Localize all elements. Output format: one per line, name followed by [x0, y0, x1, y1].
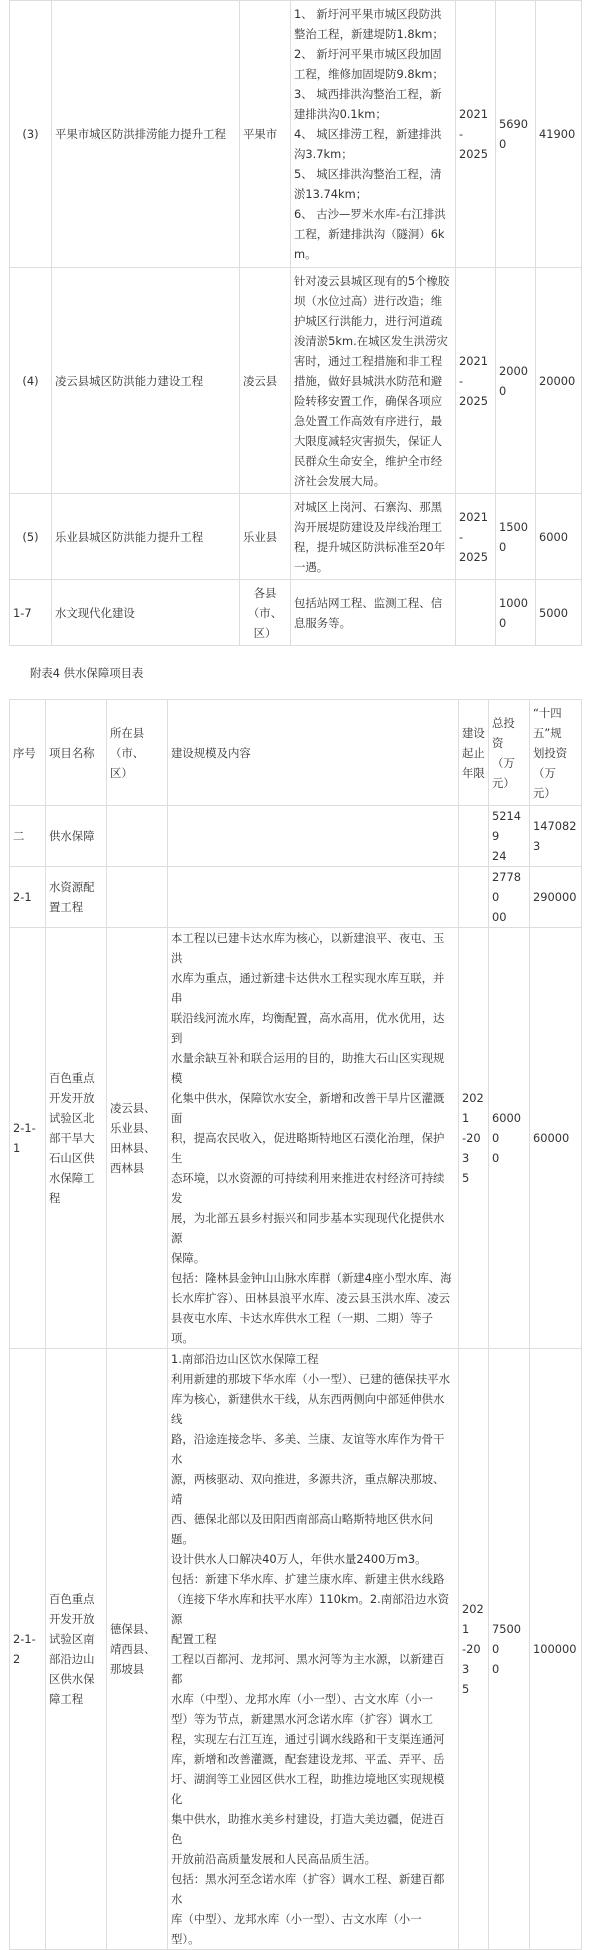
plan-investment: 100000 — [530, 1349, 582, 1950]
row-number: 2-1 — [10, 867, 46, 928]
row-number: (4) — [10, 268, 52, 494]
header-total: 总投资 （万 元） — [489, 700, 530, 806]
project-content: 本工程以已建卡达水库为核心，以新建浪平、夜屯、玉洪 水库为重点，通过新建卡达供水工程实现水库互联，并串 联沿线河流水库，均衡配置，高水高用，优水优用，达到 水量余缺互补和联合运用的目的，助推大石山区实现规模 化集中供水，保障饮水安全，新增和改善干旱片区灌溉面 积，提高农民收入，促进略斯特地区石漠化治理，保护生 态环境，以水资源的可持续利用来推进农村经济可持续发 展，为北部五县乡村振兴和同步基本实现现代化提供水源 保障。 包括：隆林县金钟山山脉水库群（新建4座小型水库、海 长水库扩容）、田林县浪平水库、凌云县玉洪水库、凌云 县夜屯水库、卡达水库供水工程（一期、二期）等子项。 — [168, 928, 459, 1349]
total-investment: 10000 — [496, 580, 536, 646]
table-row — [10, 928, 582, 1349]
project-period — [456, 580, 496, 646]
project-content: 1.南部沿边山区饮水保障工程 利用新建的那坡下华水库（小一型）、已建的德保扶平水 库为核心，新建供水干线，从东西两侧向中部延伸供水线 路，沿途连接念毕、多美、兰康、友谊等水库作为骨干水 源，两核驱动、双向推进，多源共济，重点解决那坡、靖 西、德保北部以及田阳西南部高山略斯特地区供水问题。 设计供水人口解决40万人，年供水量2400万m3。 包括：新建下华水库、扩建兰康水库、新建主供水线路 （连接下华水库和扶平水库）110km。2.南部沿边水资源 配置工程 工程以百都河、龙邦河、黑水河等为主水源，以新建百都 水库（中型）、龙邦水库（小一型）、古文水库（小一 型）等为节点，新建黑水河念诺水库（扩容）调水工 程，实现左右江互连，通过引调水线路和干支渠连通河 库，新增和改善灌溉，配套建设龙邦、平孟、弄平、岳 圩、湖润等工业园区供水工程，助推边境地区实现规模化 集中供水，助推水美乡村建设，打造大美边疆，促进百色 开放前沿高质量发展和人民高品质生活。 包括：黑水河至念诺水库（扩容）调水工程、新建百都水 库（中型）、龙邦水库（小一型）、古文水库（小一 型）。 — [168, 1349, 459, 1950]
header-period: 建设 起止 年限 — [459, 700, 489, 806]
project-period: 2021- 2025 — [456, 1, 496, 268]
row-number: 2-1- 2 — [10, 1349, 46, 1950]
plan-investment: 41900 — [536, 1, 582, 268]
project-location: 乐业县 — [240, 494, 291, 580]
table-row — [10, 494, 582, 580]
header-content: 建设规模及内容 — [168, 700, 459, 806]
header-number: 序号 — [10, 700, 46, 806]
total-investment: 20000 — [496, 268, 536, 494]
plan-investment: 290000 — [530, 867, 582, 928]
project-name: 供水保障 — [46, 806, 107, 867]
project-period: 2021- 2025 — [456, 268, 496, 494]
row-number: 二 — [10, 806, 46, 867]
project-period — [459, 867, 489, 928]
project-content: 包括站网工程、监测工程、信 息服务等。 — [291, 580, 456, 646]
table-header-row — [10, 700, 582, 806]
total-investment: 56900 — [496, 1, 536, 268]
project-name: 平果市城区防洪排涝能力提升工程 — [52, 1, 240, 268]
project-period — [459, 806, 489, 867]
total-investment: 75000 0 — [489, 1349, 530, 1950]
total-investment: 60000 0 — [489, 928, 530, 1349]
project-location — [107, 806, 168, 867]
header-name: 项目名称 — [46, 700, 107, 806]
plan-investment: 147082 3 — [530, 806, 582, 867]
project-content: 针对凌云县城区现有的5个橡胶 坝（水位过高）进行改造；维 护城区行洪能力，进行河道疏 浚清淤5km.在城区发生洪涝灾 害时，通过工程措施和非工程 措施，做好县城洪水防范和避 险转移安置工作，确保各项应 急处置工作高效有序进行，最 大限度减轻灾害损失，保证人 民群众生命安全，维护全市经 济社会发展大局。 — [291, 268, 456, 494]
project-location: 各县 （市、 区） — [240, 580, 291, 646]
total-investment: 27780 00 — [489, 867, 530, 928]
flood-control-projects-table — [9, 0, 582, 646]
project-name: 水文现代化建设 — [52, 580, 240, 646]
project-content: 1、 新圩河平果市城区段防洪 整治工程，新建堤防1.8km； 2、 新圩河平果市城区段加固 工程，维修加固堤防9.8km； 3、 城西排洪沟整治工程，新 建排洪沟0.1km； 4、 城区排涝工程，新建排洪 沟3.7km； 5、 城区排洪沟整治工程，清 淤13.74km； 6、 古沙—罗米水库-右江排洪 工程，新建排洪沟（隧洞）6k m。 — [291, 1, 456, 268]
header-location: 所在县 （市、 区） — [107, 700, 168, 806]
table-caption: 附表4 供水保障项目表 — [30, 666, 144, 680]
project-location: 德保县、 靖西县、 那坡县 — [107, 1349, 168, 1950]
total-investment: 15000 — [496, 494, 536, 580]
project-period: 2021- 2025 — [456, 494, 496, 580]
plan-investment: 6000 — [536, 494, 582, 580]
project-location: 凌云县、 乐业县、 田林县、 西林县 — [107, 928, 168, 1349]
row-number: 1-7 — [10, 580, 52, 646]
project-name: 百色重点 开发开放 试验区北 部干旱大 石山区供 水保障工 程 — [46, 928, 107, 1349]
table-row — [10, 1349, 582, 1950]
project-name: 凌云县城区防洪能力建设工程 — [52, 268, 240, 494]
project-name: 乐业县城区防洪能力提升工程 — [52, 494, 240, 580]
project-content — [168, 867, 459, 928]
project-period: 2021 -203 5 — [459, 1349, 489, 1950]
header-plan: “十四 五”规 划投资 （万 元） — [530, 700, 582, 806]
project-period: 2021 -203 5 — [459, 928, 489, 1349]
project-content — [168, 806, 459, 867]
project-location: 凌云县 — [240, 268, 291, 494]
table-row — [10, 867, 582, 928]
plan-investment: 20000 — [536, 268, 582, 494]
project-location — [107, 867, 168, 928]
table-row — [10, 580, 582, 646]
plan-investment: 5000 — [536, 580, 582, 646]
row-number: (5) — [10, 494, 52, 580]
project-content: 对城区上岗河、石寨沟、那黑 沟开展堤防建设及岸线治理工 程，提升城区防洪标准至20年 一遇。 — [291, 494, 456, 580]
row-number: 2-1- 1 — [10, 928, 46, 1349]
total-investment: 52149 24 — [489, 806, 530, 867]
water-supply-projects-table — [9, 699, 582, 1950]
project-name: 水资源配 置工程 — [46, 867, 107, 928]
project-location: 平果市 — [240, 1, 291, 268]
plan-investment: 60000 — [530, 928, 582, 1349]
project-name: 百色重点 开发开放 试验区南 部沿边山 区供水保 障工程 — [46, 1349, 107, 1950]
table-row — [10, 268, 582, 494]
row-number: (3) — [10, 1, 52, 268]
table-row — [10, 806, 582, 867]
table-row — [10, 1, 582, 268]
